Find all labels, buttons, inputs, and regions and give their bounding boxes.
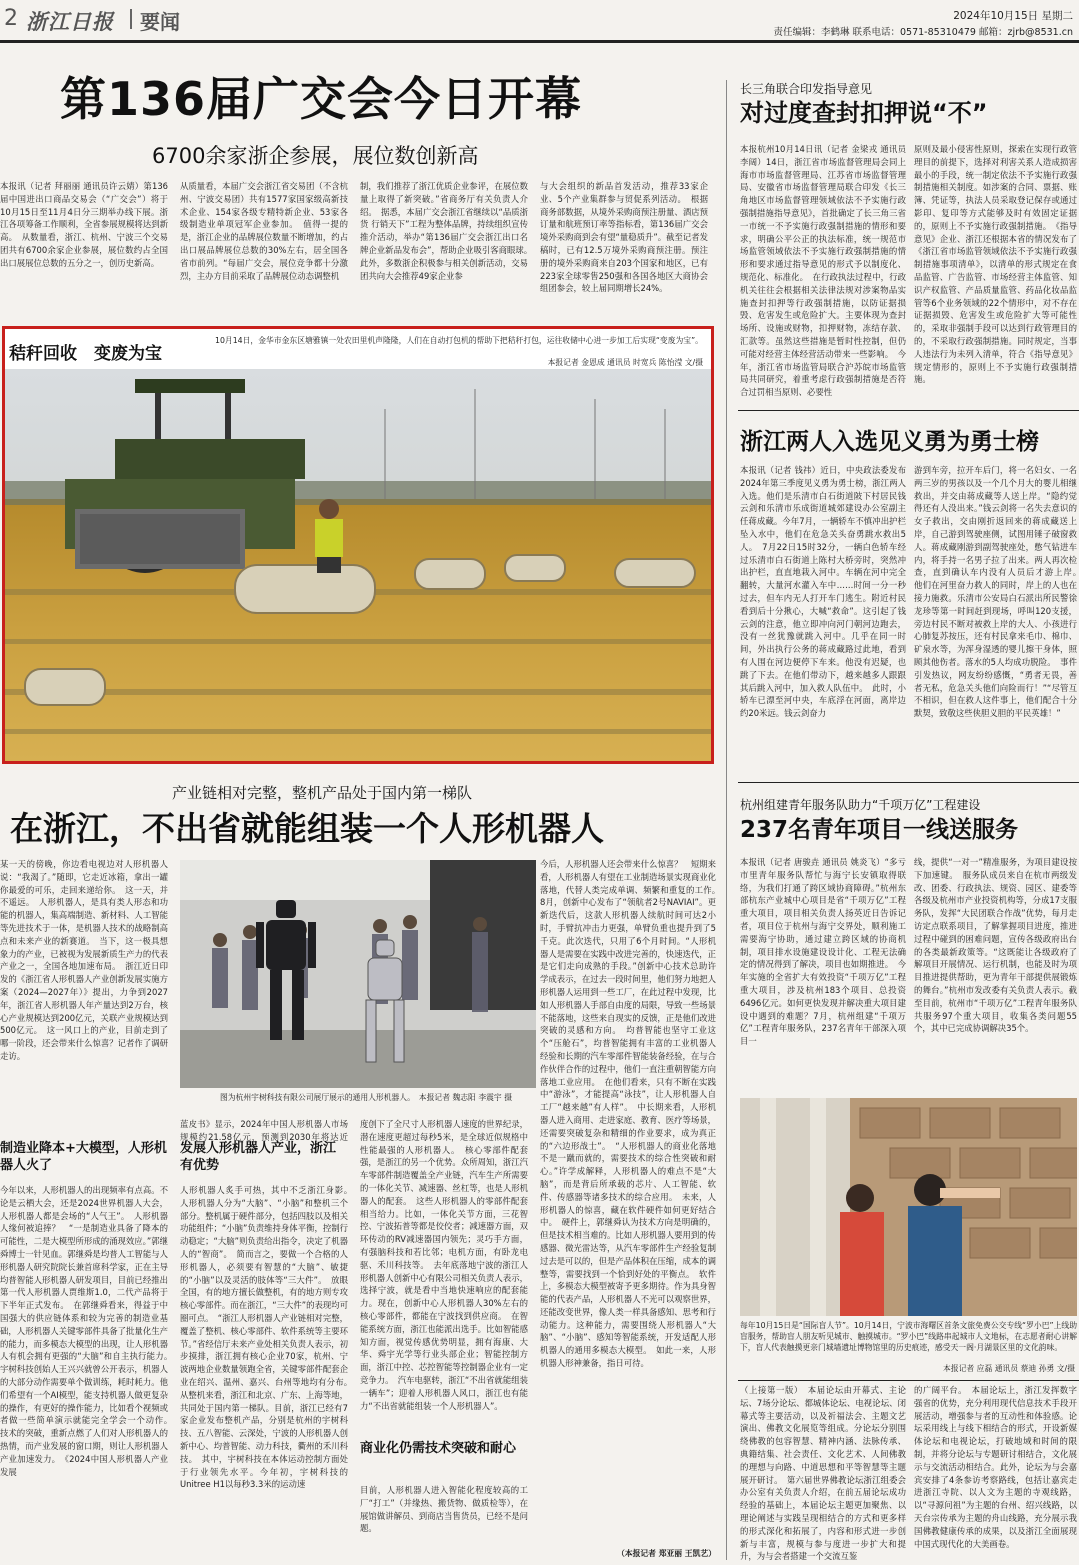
robot-photo-caption: 图为杭州宇树科技有限公司展厅展示的通用人形机器人。 本报记者 魏志阳 李震宇 摄 [219, 1093, 512, 1102]
lead-col-3: 制，我们推荐了浙江优质企业参评，在展位数量上取得了新突破。”省商务厅有关负责人介绍。 据悉，本届广交会浙江省继续以“品质浙货 行销天下”工程为整体品牌，持续组织宣传推介活动，举办“第136届广交会浙江出口名牌企业新品发布会”，帮助企业吸引客商眼球。 此外，多数浙企积极参与相关创新活动，交易团共向大会推荐49家企业参 [360, 181, 528, 281]
photo-feature-credit: 本报记者 金恩成 通讯员 时宽兵 陈怡滢 文/摄 [547, 358, 703, 367]
masthead [0, 0, 1079, 42]
robot-col-1: 某一天的傍晚，你边看电视边对人形机器人说：“我渴了。”随即，它走近冰箱，拿出一罐你最爱的可乐，走回来递给你。 这一天，并不遥远。 人形机器人，是具有类人形态和功能的机器人，集高端制造、新材料、人工智能等先进技术于一体，是机器人技术的战略制高点和未来产业的新赛道。 当下，这一极具想象力的产业，已被视为发展新质生产力的代表产业之一，全国各地加速布局。 浙江近日印发的《浙江省人形机器人产业创新发展实施方案（2024—2027年）》提出，力争到2027年，浙江省人形机器人年产量达到2万台，核心产业规模达到200亿元，关联产业规模达到500亿元。 这一风口上的产业，目前走到了哪一阶段，还会带来什么惊喜？记者作了调研走访。 [0, 859, 168, 1061]
robot-col-1b: 今年以来，人形机器人的出现频率有点高。不论是云栖大会，还是2024世界机器人大会，人形机器人都是会场的“人气王”。 人形机器人缘何被追捧？ “一是制造业具备了降本的可能性，二是大模型所形成的涌现效应。”郭继舜博士一针见血。郭继舜是均普人工智能与人形机器人研究院院长兼首席科学家，正在主导均普智能人形机器人研发项目，目前已经推出第一代人形机器人贾维斯1.0，二代产品将于下半年正式发布。 在郭继舜看来，得益于中国强大的供应链体系和较为完善的制造业基础，人形机器人关键零部件具备了批量化生产的能力，而多模态大模型的出现，让人形机器人有机会拥有更强的“大脑”和自主执行能力。 宇树科技创始人王兴兴就曾公开表示，机器人的大部分动作需要单个做训练，耗时耗力。他们希望有一个AI模型，能支持机器人做更复杂的操作，有更好的操作能力，比如看个视频或者做一些简单演示就能完全学会一个动作。 技术的突破，重新点燃了人们对人形机器人的热情，而产业发展的窗口期，则让人形机器人产业加速发力。 《2024中国人形机器人产业发展 [0, 1185, 168, 1477]
headline-right2: 浙江两人入选见义勇为勇士榜 [740, 429, 1039, 455]
photo-feature-caption: 10月14日，金华市金东区塘雅镇一处农田里机声隆隆，人们在自动打包机的帮助下把秸秆打包，运往收储中心进一步加工后实现“变废为宝”。 [215, 336, 703, 345]
blind-day-photo [740, 1098, 1077, 1316]
lead-col-2: 从质量看，本届广交会浙江省交易团（不含杭州、宁波交易团）共有1577家国家级高新技术企业、154家各级专精特新企业、53家各级制造业单项冠军企业参加。 值得一提的是，浙江企业的品牌展位数量不断增加，约占出口展品牌展位总数的30%左右，居全国各省市前列。“每届广交会，展位竞争都十分激烈，主办方目前采取了品牌展位动态调整机 [180, 181, 348, 281]
kicker-right3: 杭州组建青年服务队助力“千项万亿”工程建设 [740, 798, 981, 812]
right1-col-1: 本报杭州10月14日讯（记者 金梁戎 通讯员 李阔）14日，浙江省市场监督管理局会同上海市市场监督管理局、江苏省市场监督管理局、安徽省市场监督管理局联合印发《长三角地区市场监督管理领域依法不予实施行政强制措施指导意见》，首批确定了长三角三省一市统一不予实施行政强制措施的情形和要求，明确公平公正的执法标准，统一规范市场监管领域依法不予实施行政强制措施的情形和要求通过指导意见的形式予以制度化、规范化、标准化。 在行政执法过程中，行政机关往往会根据相关法律法规对涉案物品实施查封扣押等行政强制措施，以防证据损毁、危害发生或危险扩大。主要体现为查封场所、设施或财物，扣押财物，冻结存款、汇款等。虽然这些措施是暂时性控制，但仍可能对经营主体经营活动带来一些影响。 今年，浙江省市场监管局联合沪苏皖市场监管局共同研究，着重考虑行政强制措施是否符合过罚相当原则、必要性 [740, 144, 906, 398]
humanoid-robot-photo [180, 860, 536, 1088]
robot-col-2: 蓝皮书》显示，2024年中国人形机器人市场规模约21.58亿元，预测到2030年将达近 [180, 1119, 348, 1142]
robot-col-3b: 目前，人形机器人进入智能化程度较高的工厂“打工”（并缘热、搬货物、做质检等），在展馆做讲解员、到商店当售货员，已经不是问题。 [360, 1485, 528, 1534]
newspaper-name: 浙江日报 [26, 9, 114, 34]
lead-col-1: 本报讯（记者 拜丽丽 通讯员许云婧）第136届中国进出口商品交易会（“广交会”）将于10月15日至11月4日分三期举办线下展。浙江各项筹备工作顺利，全省参展规模将达到新高。 从数量看，浙江、杭州、宁波三个交易团共有6700余家企业参展，展位数约占全国出口展展位总数的五分之一，创历史新高。 [0, 181, 168, 268]
headline-right1: 对过度查封扣押说“不” [740, 99, 988, 127]
blind-day-caption: 每年10月15日是“国际盲人节”。10月14日，宁波市海曙区首条文旅免费公交专线“罗小巴”上线助盲服务，帮助盲人朋友听见城市、触摸城市。“罗小巴”线路串起城市人文地标，在志愿者耐心讲解下，盲人代表触摸更亲门城墙遗址博物馆里的历史痕迹，感受天一阁·月湖景区里的文化韵味。 [740, 1321, 1077, 1352]
photo-feature-box [2, 326, 714, 764]
headline-robot: 在浙江，不出省就能组装一个人形机器人 [10, 809, 604, 848]
photo-feature-title: 秸秆回收 变废为宝 [9, 344, 162, 364]
forum-col-2: 的广阔平台。 本届论坛上，浙江发挥数字强省的优势，充分利用现代信息技术手段开展活动，增强参与者的互动性和体验感。论坛采用线上与线下相结合的形式，开设新媒体论坛和电视论坛，打破地域和时间的限制，并将分论坛与专题研讨相结合，文化展示与交流活动相结合。此外，论坛为与会嘉宾安排了4条参访考察路线，包括让嘉宾走进浙江寺院、以人文为主题的寺观线路，以“寻源问祖”为主题的台州、绍兴线路，以天台宗传承为主题的舟山线路，充分展示我国佛教健康传承的成果，以及浙江全面展现中国式现代化的大美画卷。 [914, 1385, 1077, 1549]
robot-subhead-2: 发展人形机器人产业，浙江有优势 [180, 1141, 337, 1173]
straw-harvest-photo [5, 369, 711, 761]
forum-col-1: （上接第一版） 本届论坛由开幕式、主论坛、7场分论坛、都城体论坛、电视论坛、闭幕式等主要活动，以及祈福法会、主题文艺演出、佛教文化展览等组成。分论坛分别围绕佛教的包容智慧、精神内涵、法脉传承、典籍结集、社会责任、文化艺术、人间佛教的理想与向路、中道思想和平等智慧等主题展开研讨。 第六届世界佛教论坛浙江组委会办公室有关负责人介绍，在前五届论坛成功经验的基础上，本届论坛主题更加聚焦、以理论阐述与实践呈现相结合的方式和更多样的形式深化和拓展了，内容和形式进一步创新与丰富，规模与参与度进一步扩大和提升，为与会者搭建一个交流互鉴 [740, 1385, 906, 1562]
right2-col-1: 本报讯（记者 钱祎）近日，中央政法委发布2024年第三季度见义勇为勇士榜，浙江两人入选。他们是乐清市白石街道陂下村居民钱云剑和乐清市乐成街道城郊建设办公室副主任蒋成藏。今年7月，一辆轿车不慎冲出护栏坠入水中，他们在危急关头奋勇跳水救出5人。 7月22日15时32分，一辆白色轿车经过乐清市白石街道上陈村大桥旁时，突然冲出护栏，直直地栽入河中。车辆在河中完全翻转，大量河水灌入车中……时间一分一秒过去，但车内无人打开车门逃生。附近村民看到后十分揪心，大喊“救命”。这引起了钱云剑的注意，他立即冲向河门朝河边跑去，没有一丝犹豫就跳入河中。几乎在同一时间，外出执行公务的蒋成藏路过此地，看到有人围在河边便停下车来。他没有迟疑，也跳了下去。在他们带动下，越来越多人跟跟其后跳入河中，加入救人队伍中。 此时，小轿车已漂至河中央，车底浮在河面，离岸边约20米远。钱云剑奋力 [740, 465, 906, 719]
page-number: 2 [4, 6, 18, 31]
subhead-canton-fair: 6700余家浙企参展，展位数创新高 [152, 144, 479, 168]
robot-col-3: 度创下了全尺寸人形机器人速度的世界纪录，潜在速度更超过每秒5米，是全球近似规格中性能最强的人形机器人。 核心零部件配套强，是浙江的另一个优势。众所周知，浙江汽车零部件制造覆盖全产业链，汽车生产所需要的一体化关节、减速器、丝杠等，也是人形机器人的配套。 这些人形机器人的零部件配套相当给力。比如，一体化关节方面，三花智控、宁波拓普等都是佼佼者；减速器方面，双环传动的RV减速器国内领先；灵巧手方面，有强脑科技和若比邻；电机方面，有卧龙电驱、禾川科技等。 去年底落地宁波的浙江人形机器人创新中心有限公司相关负责人表示，选择宁波，就是看中当地快速响应的配套能力。现在，创新中心人形机器人30%左右的核心零部件，都能在宁波找到供应商。 在智能系统方面，浙江也能派出选手。比如智能感知方面，视觉传感优势明显，拥有海康、大华、舜宇光学等行业头部企业；智能控制方面，浙江中控、芯控智能等控制器企业有一定竞争力。 汽车电驱转，浙江“不出省就能组装一辆车”；迎着人形机器人风口，浙江也有能力“不出省就能组装一个人形机器人”。 [360, 1119, 528, 1411]
headline-canton-fair: 第136届广交会今日开幕 [60, 72, 583, 126]
robot-col-4: 今后，人形机器人还会带来什么惊喜？ 短期来看，人形机器人有望在工业制造场景实现商业化落地，代替人类完成单调、频繁和重复的工作。 8月，创新中心发布了“领航者2号NAVIAI”。更新迭代后，这款人形机器人续航时间可达2小时，手臂抗冲击力更强，单臂负重也提升到了5千克。此次迭代，只用了6个月时间。“人形机器人是需要在实践中改进完善的，快速迭代，正是它们走向成熟的手段。”创新中心技术总助许学成表示，在过去一段时间里，他们努力地把人形机器人运用到一些工厂，在此过程中发现，比如人形机器人手部自由度的局限，导致一些场景不能落地，这些来自现实的反馈，正是他们改进突破的灵感和方向。 均普智能也坚守工业这个“压舱石”，均普智能拥有丰富的工业机器人经验和长期的汽车零部件智能装备经验，在与合作伙伴合作的过程中，他们一直注重朝智能方向落地工业应用。 在他们看来，只有不断在实践中“游泳”，才能提高“泳技”，让人形机器人自工厂“越来越”有人样”。 中长期来看，人形机器人进入商用、走进家庭、教育、医疗等场景，还需要突破复杂和精细的作业要求，成为真正的“六边形战士”。 “人形机器人的商业化落地不是一蹴而就的，需要技术的综合性突破和耐心。”许学成解释，人形机器人的难点不是“大脑”，而是背后所承载的芯片、人工智能、软件、传感器等诸多技术的综合应用。 未来，人形机器人的惊喜，藏在软件硬件如何更好结合中。 硬件上，郭继舜认为技术方向是明确的，但是技术相当难的。比如人形机器人要用到的传感器、微光雷达等，从汽车零部件生产经验复制过去是可以的，但是产品体积在压缩，成本的调整等，需要找到一个恰到好处的平衡点。 软件上，多模态大模型被寄予更多期待。作为具身智能的代表产品，人形机器人不光可以观察世界，还能改变世界，像人类一样具备感知、思考和行动能力。这种能力，需要围绕人形机器人“大脑”、“小脑”、感知等智能系统，开发适配人形机器人的通用多模态大模型。 如此一来，人形机器人形神兼备，指日可待。 [540, 859, 716, 1369]
lead-col-4: 与大会组织的新品首发活动，推荐33家企业、5个产业集群参与贸促系列活动。 根据商务部数据，从境外采购商预注册量、酒店预订量和航班预订率等指标看，第136届广交会境外采购商到会有望“量稳质升”。截至记者发稿时，已有12.5万境外采购商预注册。预注册的境外采购商来自203个国家和地区，已有223家全球零售250强和各国各地区大商协会组团参会，较上届同期增长24%。 [540, 181, 708, 294]
section-name: 要闻 [140, 10, 180, 34]
issue-date: 2024年10月15日 星期二 [953, 10, 1073, 22]
robot-subhead-3: 商业化仍需技术突破和耐心 [360, 1441, 517, 1456]
kicker-robot: 产业链相对完整，整机产品处于国内第一梯队 [172, 784, 473, 802]
headline-right3: 237名青年项目一线送服务 [740, 817, 1019, 843]
right1-col-2: 原则及最小侵害性原则，探索在实现行政管理目的前提下，选择对利害关系人造成损害最小的手段，统一制定依法不予实施行政强制措施相关制度。如涉案的合同、票据、账簿、凭证等，执法人员采取登记保存或通过影印、复印等方式能够及时有效固定证据的，原则上不予实施行政强制措施。 《指导意见》企业、浙江还根据本省的情况发布了《浙江省市场监管领域依法不予实施行政强制措施事项清单》，以清单的形式规定在食品监管、广告监管、市场经营主体监管、知识产权监管、产品质量监管、药品化妆品监管等6个业务领域的22个情形中，对不存在证据损毁、危害发生或危险扩大等可能性的，采取非强制手段可以达到行政管理目的的，不采取行政强制措施。同时规定，当事人违法行为未列入清单，符合《指导意见》规定情形的，原则上不予实施行政强制措施。 [914, 144, 1077, 385]
robot-subhead-1: 制造业降本+大模型，人形机器人火了 [0, 1141, 167, 1173]
robot-col-2b: 人形机器人炙手可热，其中不乏浙江身影。 人形机器人分为“大脑”、“小脑”和整机三个部分。整机属于硬件部分，包括四肢以及相关功能组件；“小脑”负责维持身体平衡，控制行动稳定；“大脑”则负责给出指令，决定了机器人的“智商”。 简而言之，要做一个合格的人形机器人，必须要有智慧的“大脑”、敏捷的“小脑”以及灵活的肢体等“三大件”。 放眼全国，有的地方擅长做整机，有的地方则专攻核心零部件。而在浙江，“三大件”的表现均可圈可点。 “浙江人形机器人产业链相对完整，覆盖了整机、核心零部件、软件系统等主要环节。”省经信厅未来产业处相关负责人表示，初步摸排，浙江拥有核心企业70家，杭州、宁波两地企业数量领跑全省，关键零部件配套企业在绍兴、温州、嘉兴、台州等地均有分布。 从整机来看，浙江和北京、广东、上海等地，共同处于国内第一梯队。目前，浙江已经有7家企业发布整机产品，分别是杭州的宇树科技、五八智能、云深处，宁波的人形机器人创新中心、均普智能、动力科技，衢州的禾川科技。 其中，宇树科技在本体运动控制方面处于行业领先水平。今年初，宇树科技的Unitree H1以每秒3.3米的运动速 [180, 1185, 348, 1490]
robot-byline: （本报记者 郑亚丽 王凯艺） [617, 1549, 716, 1558]
editor-info: 责任编辑：李鹤琳 联系电话：0571-85310479 邮箱：zjrb@8531.cn [773, 27, 1073, 38]
kicker-right1: 长三角联合印发指导意见 [740, 82, 873, 96]
right2-col-2: 游到车旁，拉开车后门，将一名妇女、一名两三岁的男孩以及一个几个月大的婴儿相继救出，并交由蒋成藏等人送上岸。“隐约觉得还有人没出来。”钱云剑将一名失去意识的女子救出，交由刚折返回来的蒋成藏送上岸，自己游到驾驶座侧，试图用锤子破窗救人。蒋成藏刚游到副驾驶座处，憋气钻进车内，将手持一名男子拉了出来。两人再次检查，直到确认车内没有人员后才游上岸。 他们在河里奋力救人的同时，岸上的人也在接力施救。乐清市公安局白石派出所民警徐龙珍等第一时间赶到现场，呼叫120支援，旁边村民不断对被救上岸的大人、小孩进行心肺复苏按压，还有村民拿来毛巾、棉巾、矿泉水等，为浑身湿透的婴儿擦干身体，照顾其他伤者。落水的5人均成功脱险。 事件引发热议，网友纷纷感慨，“勇者无畏，善者无私，危急关头他们向险而行！”“尽管互不相识，但在救人这件事上，他们配合十分默契，致敬这些侠胆义胆的平民英雄！” [914, 465, 1077, 719]
blind-day-credit: 本报记者 应磊 通讯员 蔡迪 孙勇 文/摄 [943, 1364, 1075, 1373]
right3-col-2: 线，提供“一对一”精准服务，为项目建设按下加速键。 服务队成员来自在杭市两级发改、团委、行政执法、规资、园区、建委等各级及杭州市产业投资机构等，分成17支服务队，发挥“大民团联合作战”优势，每月走访定点联系项目，了解掌握项目进度，推进过程中碰到的困难问题，宣传各级政府出台的各类最新政策等。“这既能让各级政府了解项目开展情况、运行机制，也能及时为项目推进提供帮助，更为青年干部提供展锻炼的舞台。”杭州市发改委有关负责人表示。截至目前，杭州市“千项万亿”工程青年服务队共服务97个重大项目，收集各类问题55个，其中已完成协调解决35个。 [914, 857, 1077, 1034]
right3-col-1: 本报讯（记者 唐骏垚 通讯员 姚炎飞）“多亏市里青年服务队帮忙与海宁长安镇取得联络，为我们打通了跨区域协商障碍。”杭州东部杭东产业城中心项目是省“千项万亿”工程重大项目，项目相关负责人扬英近日告诉记者，项目位于杭州与海宁交界处，顺利施工需要海宁协助，通过建立跨区域的协商机制，项目排水设施建设设计化、工程无法确定的情况得到了解决，项目也如期推进。 今年实施的全省扩大有效投资“千项万亿”工程重大项目，涉及杭州183个项目、总投资6496亿元。如何更快发现并解决重大项目建设中遇到的难题？7月，杭州组建“千项万亿”工程青年服务队，237名青年干部深入项目一 [740, 857, 906, 1047]
